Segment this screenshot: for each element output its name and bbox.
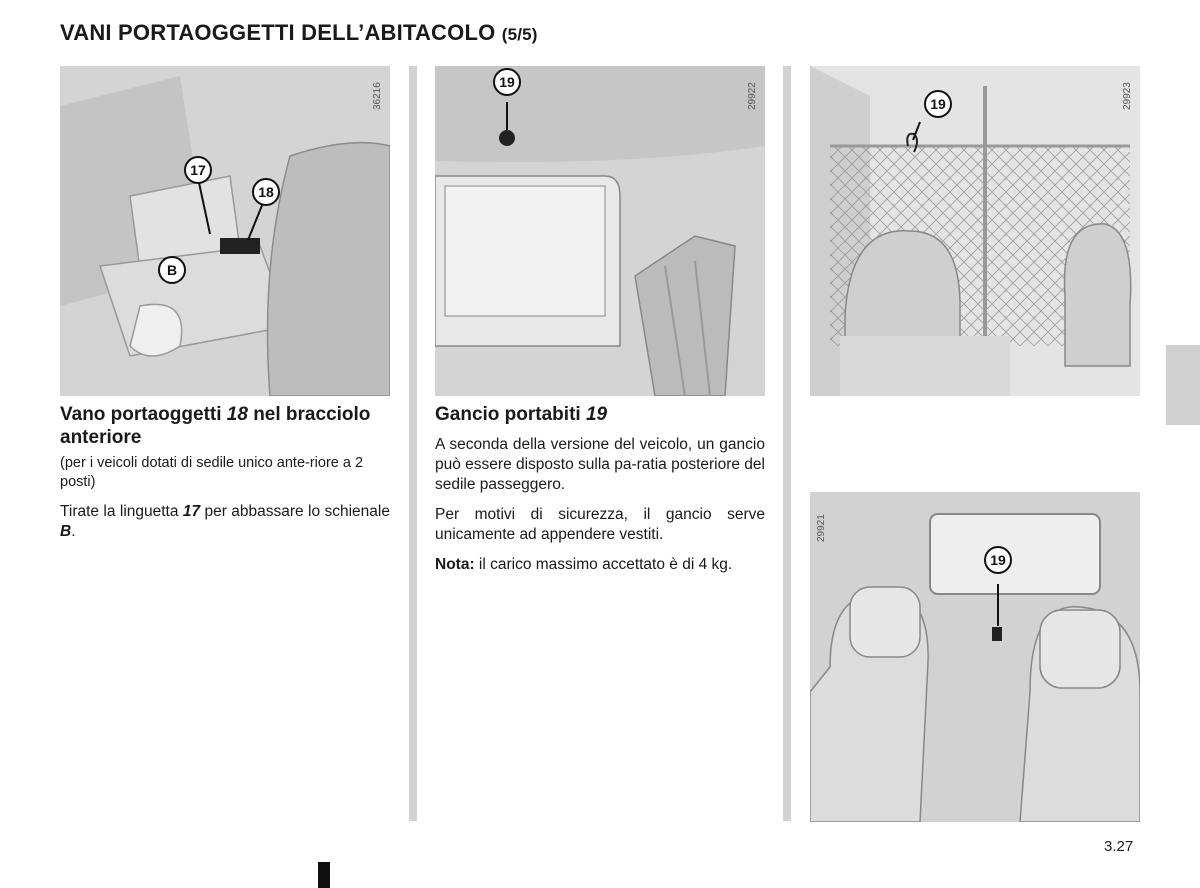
- coat-hook-body: [435, 435, 765, 585]
- image-code: 29921: [816, 514, 827, 542]
- armrest-instruction: [60, 502, 390, 542]
- section-heading-coat-hook: [435, 403, 765, 426]
- page-title: [60, 20, 538, 46]
- coat-hook-paragraph-1: A seconda della versione del veicolo, un gancio può essere disposto sulla pa-ratia posteriore del sedile passeggero.: [435, 436, 765, 493]
- callout-17: 17: [184, 156, 212, 184]
- armrest-body: [60, 454, 390, 552]
- heading-ref: 19: [585, 404, 608, 425]
- instruction-ref-17: 17: [182, 503, 201, 520]
- coat-hook-paragraph-2: Per motivi di sicurezza, il gancio serve unicamente ad appendere vestiti.: [435, 506, 765, 543]
- coat-hook-illustration: [435, 66, 765, 396]
- coat-hook-note: [435, 555, 765, 575]
- callout-19: 19: [493, 68, 521, 96]
- heading-text: Gancio portabiti: [435, 404, 586, 425]
- callout-19: 19: [984, 546, 1012, 574]
- partition-hook-drawing: [810, 492, 1140, 822]
- callout-B: B: [158, 256, 186, 284]
- page-number: 3.27: [1104, 838, 1134, 855]
- image-code: 36216: [372, 82, 383, 110]
- page-title-text: VANI PORTAOGGETTI DELL’ABITACOLO: [60, 20, 496, 45]
- armrest-illustration: [60, 66, 390, 396]
- instruction-text-2: per abbassare lo schienale: [200, 503, 390, 520]
- column-divider-right: [783, 66, 791, 821]
- heading-text-end: nel bracciolo anteriore: [60, 404, 371, 448]
- image-code: 29922: [747, 82, 758, 110]
- chapter-tab: [1166, 345, 1200, 425]
- cargo-net-drawing: [810, 66, 1140, 396]
- heading-text: Vano portaoggetti: [60, 404, 227, 425]
- instruction-text-3: .: [71, 523, 76, 540]
- section-heading-armrest: [60, 403, 390, 449]
- note-text: il carico massimo accettato è di 4 kg.: [474, 556, 733, 573]
- heading-ref: 18: [226, 404, 248, 425]
- cargo-net-illustration: [810, 66, 1140, 396]
- coat-hook-drawing: [435, 66, 765, 396]
- page-title-suffix: (5/5): [501, 25, 538, 44]
- partition-hook-illustration: [810, 492, 1140, 822]
- instruction-ref-B: B: [60, 523, 72, 540]
- image-code: 29923: [1122, 82, 1133, 110]
- footer-mark: [318, 862, 330, 888]
- armrest-note: (per i veicoli dotati di sedile unico ante-riore a 2 posti): [60, 455, 364, 490]
- instruction-text: Tirate la linguetta: [60, 503, 183, 520]
- callout-18: 18: [252, 178, 280, 206]
- armrest-drawing: [60, 66, 390, 396]
- callout-19: 19: [924, 90, 952, 118]
- column-divider-left: [409, 66, 417, 821]
- note-label: Nota:: [435, 556, 475, 573]
